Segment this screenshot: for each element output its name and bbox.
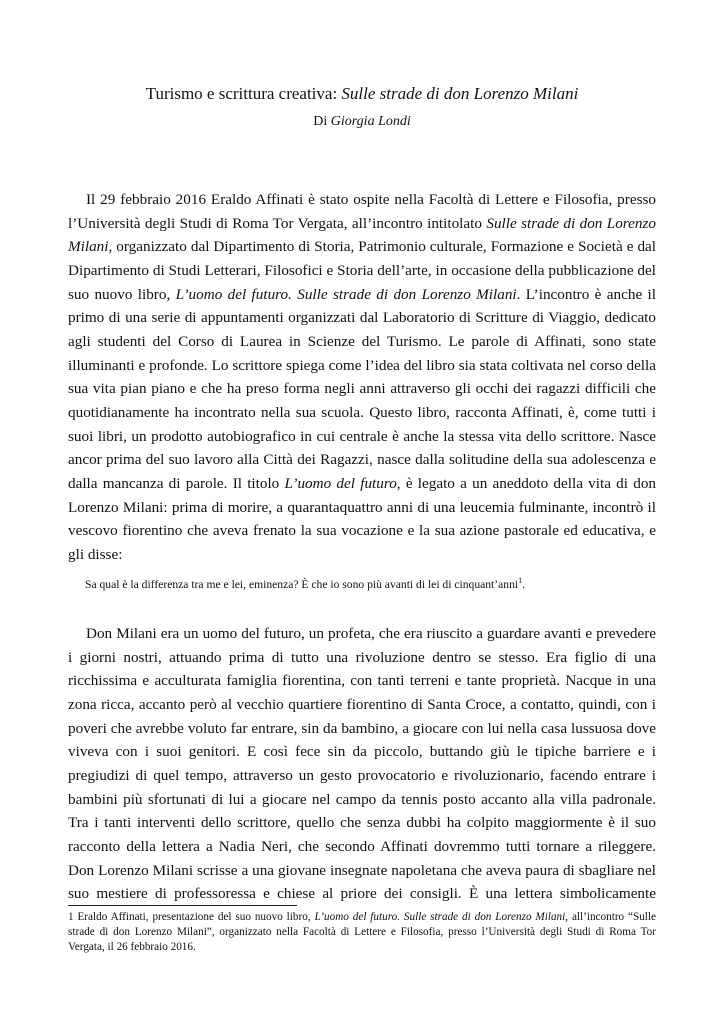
footnote-text-1: Eraldo Affinati, presentazione del suo nuovo libro, (73, 911, 315, 923)
article-title (0, 84, 724, 104)
title-plain: Turismo e scrittura creativa: (145, 84, 342, 103)
title-italic: Sulle strade di don Lorenzo Milani (341, 84, 579, 103)
footnote-separator (68, 905, 297, 906)
footnote (68, 910, 656, 955)
footnote-text-2: , all’incontro “Sulle strade di don Lorenzo Milani”, organizzato nella Facoltà di Lettere e Filosofia, presso l’Università degli Studi di Roma Tor Vergata, il 26 febbraio 2016. (68, 911, 656, 953)
p1-italic-3: L’uomo del futuro (284, 474, 397, 492)
body-paragraph-1 (68, 188, 656, 567)
p1-text-1: Il 29 febbraio 2016 Eraldo Affinati è stato ospite nella Facoltà di Lettere e Filosofia, presso l’Università degli Studi di Roma Tor Vergata, all’incontro intitolato (68, 191, 656, 232)
body-paragraph-2: Don Milani era un uomo del futuro, un profeta, che era riuscito a guardare avanti e prevedere i giorni nostri, attuando prima di tutto una rivoluzione dentro se stesso. Era figlio di una ricchissima e acculturata famiglia fiorentina, con tanti terreni e tante proprietà. Nacque in una zona ricca, accanto però al vecchio quartiere fiorentino di Santa Croce, a contatto, quindi, con i poveri che avrebbe voluto far entrare, sin da bambino, a giocare con lui nella casa lussuosa dove viveva con i suoi genitori. E così fece sin da piccolo, buttando giù le tipiche barriere e i pregiudizi di quel tempo, attraverso un gesto provocatorio e rivoluzionario, facendo entrare i bambini più sfortunati di lui a giocare nel campo da tennis posto accanto alla villa padronale. Tra i tanti interventi dello scrittore, quello che senza dubbi ha colpito maggiormente è il suo racconto della lettera a Nadia Neri, che secondo Affinati dovremmo tutti tornare a rileggere. Don Lorenzo Milani scrisse a una giovane insegnate napoletana che aveva paura di sbagliare nel suo mestiere di professoressa e chiese al priore dei consigli. È una lettera simbolicamente (68, 625, 656, 902)
p1-text-3: . L’incontro è anche il primo di una serie di appuntamenti organizzati dal Laboratorio di Scritture di Viaggio, dedicato agli studenti del Corso di Laurea in Scienze del Turismo. Le parole di Affinati, sono state illuminanti e profonde. Lo scrittore spiega come l’idea del libro sia stata coltivata nel corso della sua vita pian piano e che ha preso forma negli anni attraverso gli occhi dei ragazzi difficili che quotidianamente ha incontrato nella sua scuola. Questo libro, racconta Affinati, è, come tutti i suoi libri, un prodotto autobiografico in cui centrale è anche la stessa vita dello scrittore. Nasce ancor prima del suo lavoro alla Città dei Ragazzi, nasce dalla solitudine della sua adolescenza e dalla mancanza di parole. Il titolo (68, 285, 656, 492)
quote-end: . (522, 577, 526, 591)
p1-text-2: , organizzato dal Dipartimento di Storia, Patrimonio culturale, Formazione e Società e dal Dipartimento di Studi Letterari, Filosofici e Storia dell’arte, in occasione della pubblicazione del suo nuovo libro, (68, 238, 656, 303)
p1-italic-2: L’uomo del futuro. Sulle strade di don Lorenzo Milani (175, 285, 517, 303)
quote-text: Sa qual è la differenza tra me e lei, eminenza? È che io sono più avanti di lei di cinquant’anni (85, 577, 519, 591)
block-quote (85, 573, 657, 593)
p1-text-4: , è legato a un aneddoto della vita di don Lorenzo Milani: prima di morire, a quarantaquattro anni di una leucemia fulminante, incontrò il vescovo fiorentino che aveva frenato la sua vocazione e la sua azione pastorale ed educativa, e gli disse: (68, 474, 657, 563)
article-author (0, 114, 724, 130)
p1-italic-1: Sulle strade di don Lorenzo Milani (68, 214, 656, 256)
footnote-number: 1 (68, 911, 74, 923)
author-name: Giorgia Londi (330, 114, 411, 129)
footnote-italic: L’uomo del futuro. Sulle strade di don Lorenzo Milani (314, 911, 566, 923)
footnote-reference: 1 (518, 576, 523, 585)
author-prefix: Di (313, 114, 331, 129)
